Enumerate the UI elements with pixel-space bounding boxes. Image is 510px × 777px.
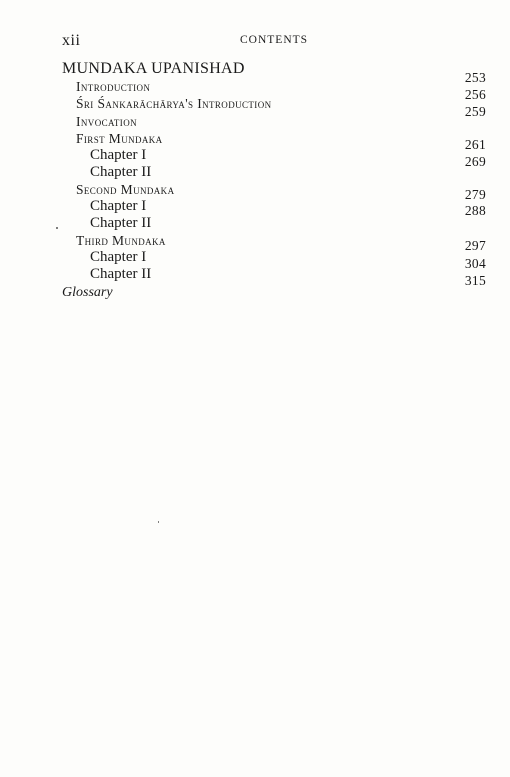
- toc-page-first-mundaka: 261: [464, 137, 486, 152]
- toc-page-second-mundaka: 279: [464, 187, 486, 202]
- toc-entry-second-mundaka: Second Mundaka: [76, 182, 175, 197]
- toc-page-sankaracharya-introduction: 256: [464, 87, 486, 102]
- toc-entry-introduction: Introduction: [76, 79, 151, 94]
- toc-entry-first-mundaka: First Mundaka: [76, 131, 163, 146]
- toc-entry-second-chapter-2: Chapter II: [90, 215, 152, 231]
- scan-speck: [56, 227, 58, 229]
- toc-entry-third-chapter-2: Chapter II: [90, 266, 152, 282]
- toc-entry-invocation: Invocation: [76, 114, 137, 129]
- toc-page-first-chapter-1: 269: [464, 154, 486, 169]
- toc-entry-first-chapter-2: Chapter II: [90, 164, 152, 180]
- page-number: xii: [62, 32, 81, 49]
- toc-page-third-mundaka: 297: [464, 238, 486, 253]
- toc-entry-second-chapter-1: Chapter I: [90, 198, 147, 214]
- toc-page-second-chapter-1: 288: [464, 203, 486, 218]
- toc-entry-third-chapter-1: Chapter I: [90, 249, 147, 265]
- section-title: MUNDAKA UPANISHAD: [62, 60, 245, 77]
- toc-page-third-chapter-2: 315: [464, 273, 486, 288]
- toc-page-introduction: 253: [464, 70, 486, 85]
- toc-page-third-chapter-1: 304: [464, 256, 486, 271]
- toc-entry-glossary: Glossary: [62, 285, 113, 300]
- scan-speck: [158, 521, 159, 523]
- toc-page-invocation: 259: [464, 104, 486, 119]
- toc-entry-first-chapter-1: Chapter I: [90, 147, 147, 163]
- running-head: [62, 32, 482, 52]
- toc-entry-sankaracharya-introduction: Śri Śankarāchārya's Introduction: [76, 96, 272, 111]
- running-title: CONTENTS: [240, 34, 309, 46]
- toc-entry-third-mundaka: Third Mundaka: [76, 233, 166, 248]
